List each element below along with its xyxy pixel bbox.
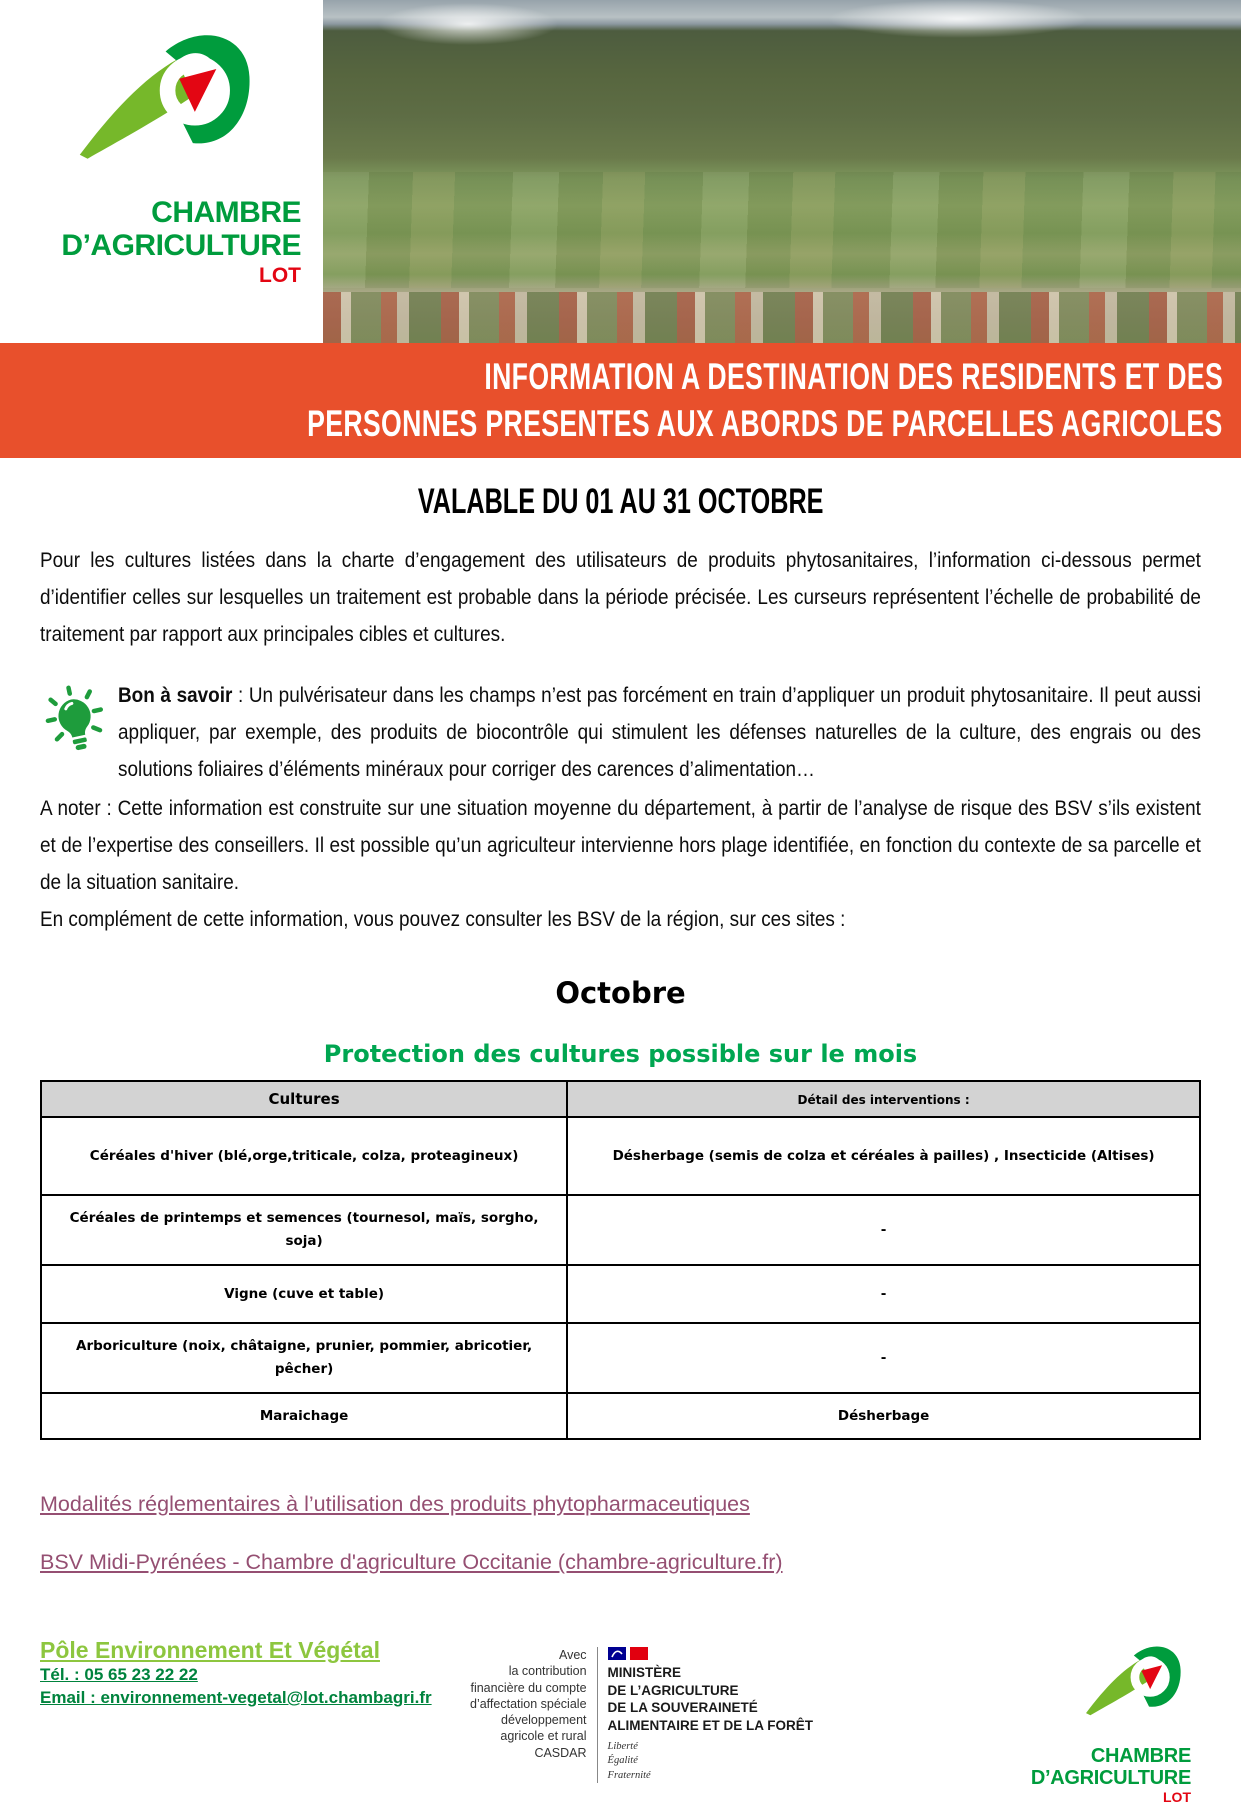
chambre-agriculture-logo-icon [72,18,267,198]
document-links [40,1492,1201,1575]
table-row [41,1323,1200,1393]
table-row [41,1393,1200,1439]
table-row [41,1117,1200,1195]
footer-logo-line2: D’AGRICULTURE [1030,1766,1191,1789]
culture-cell: Céréales de printemps et semences (tournesol, maïs, sorgho, soja) [41,1195,567,1265]
motto-line: Égalité [607,1755,638,1767]
casdar-line: agricole et rural [500,1729,587,1744]
casdar-ministry-block [470,1647,813,1783]
cloud-shape [378,3,558,45]
good-to-know-label: Bon à savoir [118,683,233,707]
ministry-name [608,1664,814,1734]
lightbulb-icon [40,677,118,788]
logo-line1: CHAMBRE [151,196,301,229]
ministry-block [598,1647,814,1783]
contact-email-link[interactable]: Email : environnement-vegetal@lot.chambagri.fr [40,1687,432,1707]
culture-cell: Vigne (cuve et table) [41,1265,567,1323]
banner-title-line2: PERSONNES PRESENTES AUX ABORDS DE PARCELLES AGRICOLES [307,402,1223,444]
detail-cell: - [567,1265,1200,1323]
casdar-line: CASDAR [534,1745,587,1760]
footer-logo-line1: CHAMBRE [1090,1745,1191,1767]
motto-line: Fraternité [607,1769,651,1781]
table-row [41,1195,1200,1265]
link-bsv-midi-pyrenees[interactable]: BSV Midi-Pyrénées - Chambre d'agriculture Occitanie (chambre-agriculture.fr) [40,1550,783,1574]
intro-paragraph-wrap [40,542,1201,653]
table-row [41,1265,1200,1323]
title-banner [0,343,1241,458]
contact-phone: Tél. : 05 65 23 22 22 [40,1665,198,1684]
detail-cell: Désherbage [567,1393,1200,1439]
table-header-row [41,1081,1200,1117]
casdar-line: financière du compte [470,1680,587,1695]
landscape-photo [323,0,1241,343]
footer-chambre-logo-icon [1081,1637,1191,1737]
chambre-agriculture-logo [0,0,323,343]
table-header-detail [567,1081,1200,1117]
ministry-line: ALIMENTAIRE ET DE LA FORÊT [607,1717,814,1733]
ministry-line: DE L’AGRICULTURE [607,1682,739,1698]
page-footer [0,1637,1241,1805]
validity-heading [0,482,1241,522]
table-header-cultures: Cultures [41,1081,567,1117]
note-paragraph: A noter : Cette information est construite sur une situation moyenne du département, à partir de l’analyse de risque des BSV s’ils existent et de l’expertise des conseillers. Il est possible qu’un agriculteur intervienne hors plage identifiée, en fonction du contexte de sa parcelle et de la situation sanitaire. [40,796,1201,894]
good-to-know-block [40,677,1201,788]
banner-title-line1: INFORMATION A DESTINATION DES RESIDENTS ET DES [484,356,1223,398]
culture-cell: Arboriculture (noix, châtaigne, prunier, pommier, abricotier, pêcher) [41,1323,567,1393]
ministry-line: DE LA SOUVERAINETÉ [607,1700,758,1716]
detail-cell: - [567,1323,1200,1393]
interventions-table [40,1080,1201,1440]
culture-cell: Céréales d'hiver (blé,orge,triticale, colza, proteagineux) [41,1117,567,1195]
detail-cell: - [567,1195,1200,1265]
link-modalites-reglementaires[interactable]: Modalités réglementaires à l’utilisation des produits phytopharmaceutiques [40,1492,750,1516]
casdar-text [470,1647,598,1783]
chambre-agriculture-logo-text [61,196,301,287]
validity-text: VALABLE DU 01 AU 31 OCTOBRE [417,482,824,521]
note-block [40,790,1201,938]
casdar-line: la contribution [508,1664,587,1679]
casdar-line: d’affectation spéciale [470,1696,587,1711]
cloud-shape [828,0,1088,38]
intro-paragraph: Pour les cultures listées dans la charte d’engagement des utilisateurs de produits phytosanitaires, l’information ci-dessous permet d’identifier celles sur lesquelles un traitement est probable dans la période précisée. Les curseurs représentent l’échelle de probabilité de traitement par rapport aux principales cibles et cultures. [40,548,1201,646]
ministry-motto [608,1740,814,1783]
casdar-line: Avec [558,1648,587,1662]
footer-chambre-logo [1001,1637,1201,1805]
contact-block [40,1637,440,1710]
logo-region: LOT [259,264,301,287]
casdar-line: développement [501,1713,587,1727]
detail-cell: Désherbage (semis de colza et céréales à pailles) , Insecticide (Altises) [567,1117,1200,1195]
french-flag-icon [608,1647,814,1661]
motto-line: Liberté [607,1741,638,1753]
footer-logo-region: LOT [1163,1789,1191,1805]
good-to-know-paragraph [118,677,1201,788]
month-title: Octobre [555,976,686,1010]
contact-service-title: Pôle Environnement Et Végétal [40,1637,380,1663]
complement-paragraph: En complément de cette information, vous pouvez consulter les BSV de la région, sur ces sites : [40,907,846,931]
good-to-know-text-wrap [118,677,1201,788]
logo-line2: D’AGRICULTURE [61,229,301,262]
table-title: Protection des cultures possible sur le mois [323,1040,918,1068]
good-to-know-text: : Un pulvérisateur dans les champs n’est pas forcément en train d’appliquer un produit phytosanitaire. Il peut aussi appliquer, par exemple, des produits de biocontrôle qui stimulent les défenses naturelles de la culture, des engrais ou des solutions foliaires d’éléments minéraux pour corriger des carences d’alimentation… [118,683,1201,781]
page-header [0,0,1241,343]
culture-cell: Maraichage [41,1393,567,1439]
ministry-line: MINISTÈRE [607,1665,682,1680]
table-header-detail-label: Détail des interventions : [797,1093,970,1107]
